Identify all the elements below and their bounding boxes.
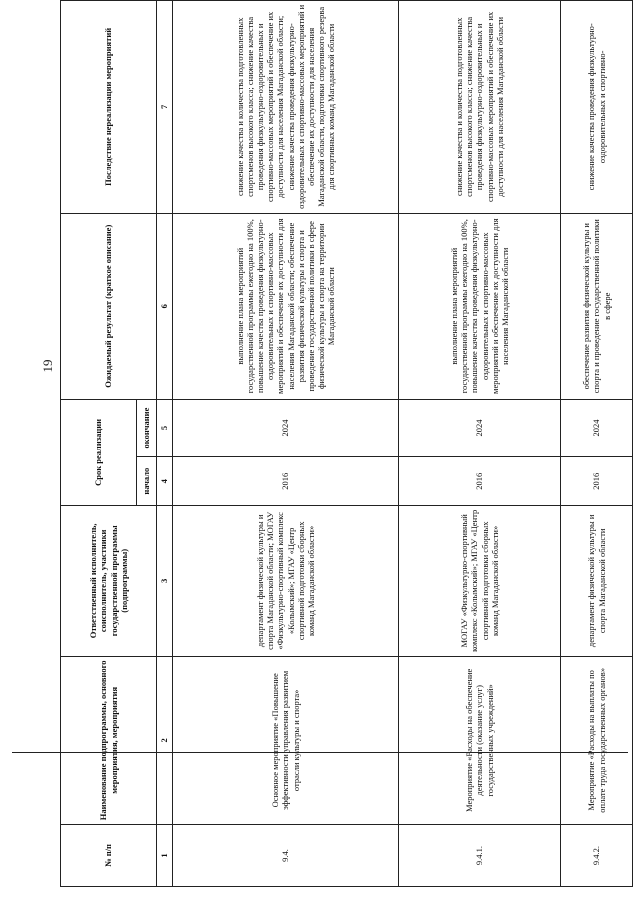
row-end: 2024 — [561, 399, 633, 457]
row-num: 9.4. — [173, 824, 399, 886]
table-row — [561, 1, 633, 887]
column-number: 4 — [157, 457, 173, 506]
row-end: 2024 — [399, 399, 561, 457]
column-number: 6 — [157, 213, 173, 399]
table-container — [60, 0, 632, 887]
row-num: 9.4.2. — [561, 824, 633, 886]
row-executor: МОГАУ «Физкультурно-спортивный комплекс «Колымский»; МГАУ «Центр спортивной подготовки сборных команд Магаданской области» — [399, 506, 561, 657]
table-row — [173, 1, 399, 887]
header-row — [61, 1, 137, 887]
page-number: 19 — [40, 359, 55, 373]
column-number: 7 — [157, 1, 173, 214]
header-consequence: Последствие нереализации мероприятий — [61, 1, 157, 214]
row-result: обеспечение развития физической культуры и спорта и проведение государственной политики в сфере — [561, 213, 633, 399]
row-name: Мероприятие «Расходы на обеспечение деятельности (оказание услуг) государственных учреждений» — [399, 656, 561, 824]
row-start: 2016 — [173, 457, 399, 506]
row-consequence: снижение качества и количества подготовленных спортсменов высокого класса; снижение качества проведения физкультурно-оздоровительных и спортивно-массовых мероприятий и обеспечение их доступности для населения Магаданской области; снижение качества проведения физкультурно-оздоровительных и спортивно-массовых мероприятий и обеспечение их доступности для населения Магаданской области, подготовки спортивного резерва для спортивных команд Магаданской области — [173, 1, 399, 214]
header-name: Наименование подпрограммы, основного мероприятия, мероприятия — [61, 656, 157, 824]
row-start: 2016 — [561, 457, 633, 506]
row-result: выполнение плана мероприятий государственной программы ежегодно на 100%, повышение качества проведения физкультурно-оздоровительных и спортивно-массовых мероприятий и обеспечение их доступности для населения Магаданской области — [399, 213, 561, 399]
row-result: выполнение плана мероприятий государственной программы ежегодно на 100%, повышение качества проведения физкультурно-оздоровительных и спортивно-массовых мероприятий и обеспечение их доступности для населения Магаданской области; обеспечение развития физической культуры и спорта и проведение государственной политики в сфере физической культуры и спорта на территории Магаданской области — [173, 213, 399, 399]
column-number: 3 — [157, 506, 173, 657]
header-end: окончание — [137, 399, 157, 457]
footer-divider — [12, 752, 628, 753]
row-end: 2024 — [173, 399, 399, 457]
row-num: 9.4.1. — [399, 824, 561, 886]
row-name: Мероприятие «Расходы на выплаты по оплате труда государственных органов» — [561, 656, 633, 824]
column-number-row — [157, 1, 173, 887]
header-start: начало — [137, 457, 157, 506]
row-executor: департамент физической культуры и спорта Магаданской области; МОГАУ «Физкультурно-спортивный комплекс «Колымский»; МГАУ «Центр спортивной подготовки сборных команд Магаданской области» — [173, 506, 399, 657]
header-period: Срок реализации — [61, 399, 137, 505]
row-consequence: снижение качества и количества подготовленных спортсменов высокого класса; снижение качества проведения физкультурно-оздоровительных и спортивно-массовых мероприятий и обеспечение их доступности для населения Магаданской области — [399, 1, 561, 214]
row-name: Основное мероприятие «Повышение эффективности управления развитием отрасли культуры и спорта» — [173, 656, 399, 824]
column-number: 5 — [157, 399, 173, 457]
column-number: 2 — [157, 656, 173, 824]
row-executor: департамент физической культуры и спорта Магаданской области — [561, 506, 633, 657]
row-consequence: снижение качества проведения физкультурно-оздоровительных и спортивно- — [561, 1, 633, 214]
column-number: 1 — [157, 824, 173, 886]
row-start: 2016 — [399, 457, 561, 506]
table-row — [399, 1, 561, 887]
header-num: № п/п — [61, 824, 157, 886]
header-executor: Ответственный исполнитель, соисполнитель, участники государственной программы (подпрограммы) — [61, 506, 157, 657]
header-result: Ожидаемый результат (краткое описание) — [61, 213, 157, 399]
activity-table — [60, 0, 633, 887]
